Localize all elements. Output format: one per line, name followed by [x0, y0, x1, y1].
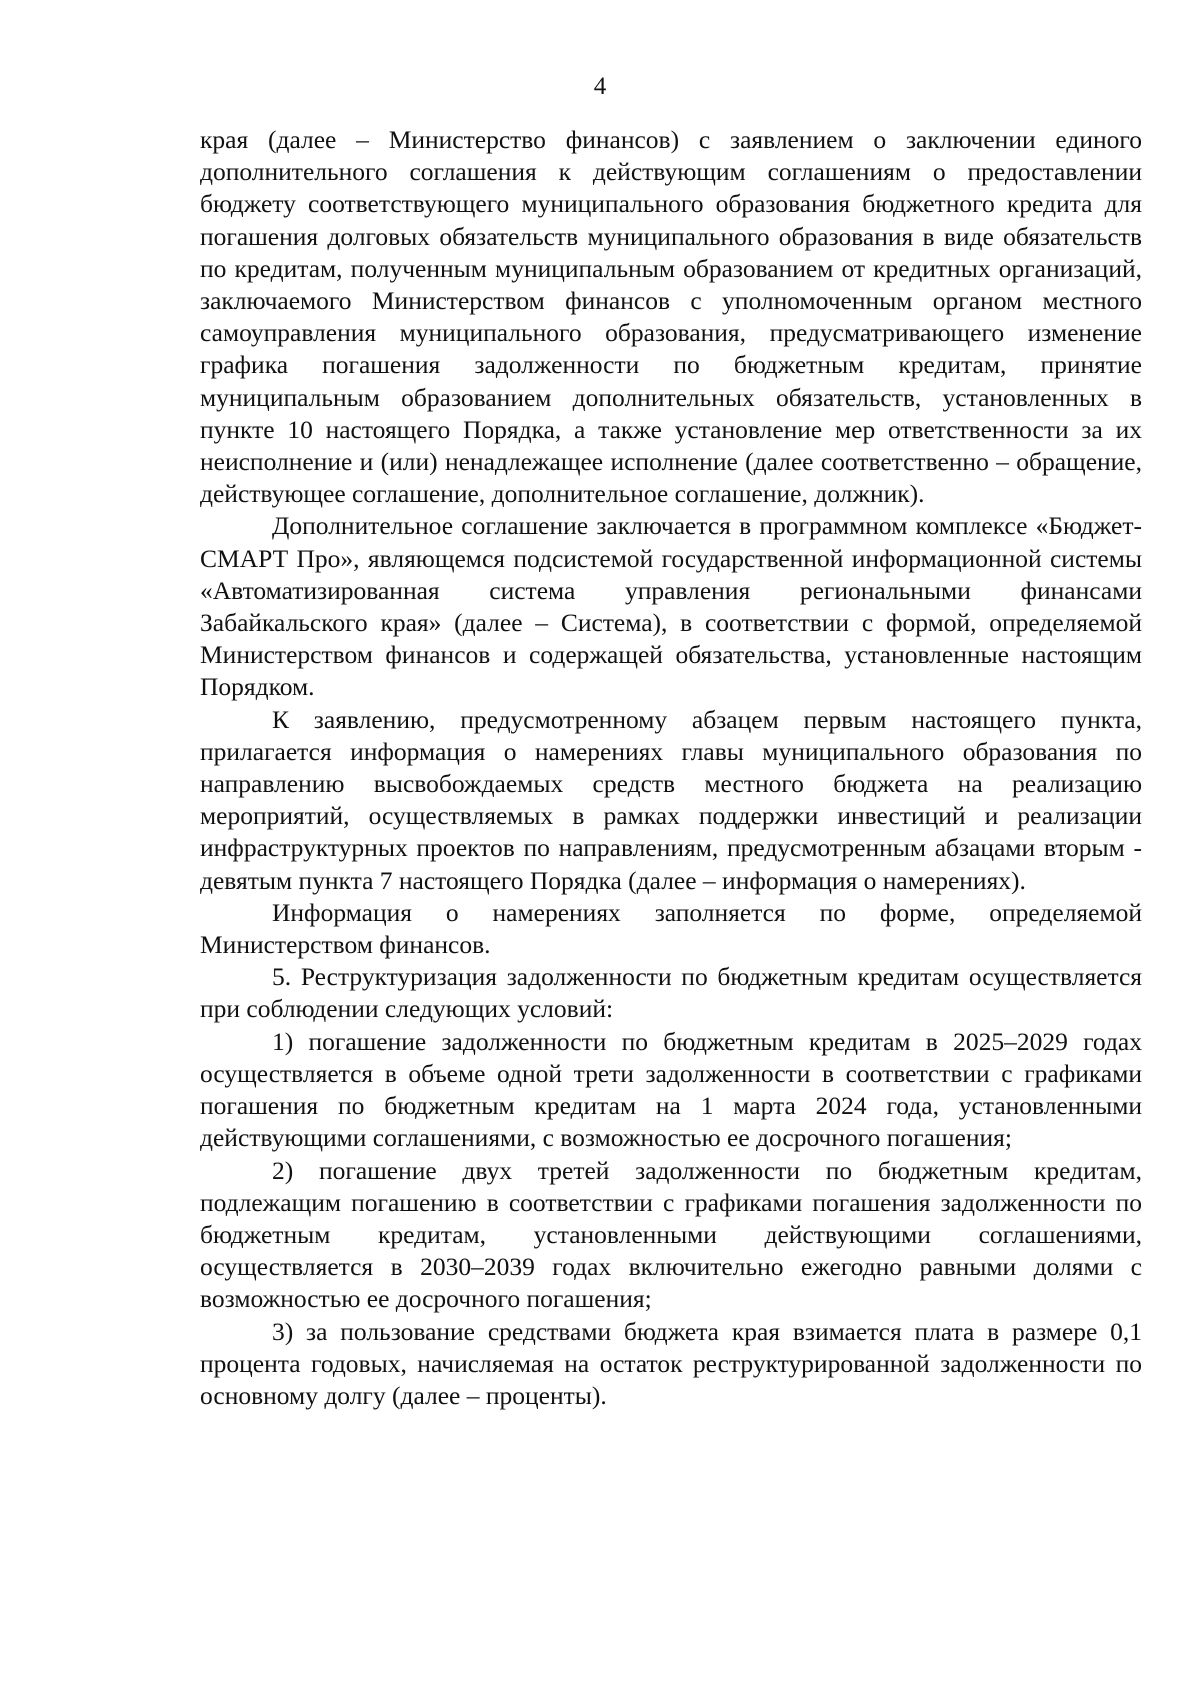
- paragraph-application-attachment: К заявлению, предусмотренному абзацем первым настоящего пункта, прилагается информация о намерениях главы муниципального образования по направлению высвобождаемых средств местного бюджета на реализацию мероприятий, осуществляемых в рамках поддержки инвестиций и реализации инфраструктурных проектов по направлениям, предусмотренным абзацами вторым - девятым пункта 7 настоящего Порядка (далее – информация о намерениях).: [200, 704, 1142, 895]
- paragraph-condition-2: 2) погашение двух третей задолженности по бюджетным кредитам, подлежащим погашению в соответствии с графиками погашения задолженности по бюджетным кредитам, установленными действующими соглашениями, осуществляется в 2030–2039 годах включительно ежегодно равными долями с возможностью ее досрочного погашения;: [200, 1155, 1142, 1314]
- paragraph-condition-1: 1) погашение задолженности по бюджетным кредитам в 2025–2029 годах осуществляется в объеме одной трети задолженности в соответствии с графиками погашения по бюджетным кредитам на 1 марта 2024 года, установленными действующими соглашениями, с возможностью ее досрочного погашения;: [200, 1026, 1142, 1153]
- paragraph-intentions-form: Информация о намерениях заполняется по форме, определяемой Министерством финансов.: [200, 897, 1142, 960]
- page-number: 4: [593, 73, 607, 100]
- paragraph-additional-agreement: Дополнительное соглашение заключается в программном комплексе «Бюджет-СМАРТ Про», являющемся подсистемой государственной информационной системы «Автоматизированная система управления региональными финансами Забайкальского края» (далее – Система), в соответствии с формой, определяемой Министерством финансов и содержащей обязательства, установленные настоящим Порядком.: [200, 511, 1142, 702]
- paragraph-continuation: края (далее – Министерство финансов) с заявлением о заключении единого дополнительного соглашения к действующим соглашениям о предоставлении бюджету соответствующего муниципального образования бюджетного кредита для погашения долговых обязательств муниципального образования в виде обязательств по кредитам, полученным муниципальным образованием от кредитных организаций, заключаемого Министерством финансов с уполномоченным органом местного самоуправления муниципального образования, предусматривающего изменение графика погашения задолженности по бюджетным кредитам, принятие муниципальным образованием дополнительных обязательств, установленных в пункте 10 настоящего Порядка, а также установление мер ответственности за их неисполнение и (или) ненадлежащее исполнение (далее соответственно – обращение, действующее соглашение, дополнительное соглашение, должник).: [200, 125, 1142, 509]
- paragraph-condition-3: 3) за пользование средствами бюджета края взимается плата в размере 0,1 процента годовых, начисляемая на остаток реструктурированной задолженности по основному долгу (далее – проценты).: [200, 1316, 1142, 1410]
- paragraph-clause-5: 5. Реструктуризация задолженности по бюджетным кредитам осуществляется при соблюдении следующих условий:: [200, 962, 1142, 1024]
- document-body: [200, 124, 1142, 1412]
